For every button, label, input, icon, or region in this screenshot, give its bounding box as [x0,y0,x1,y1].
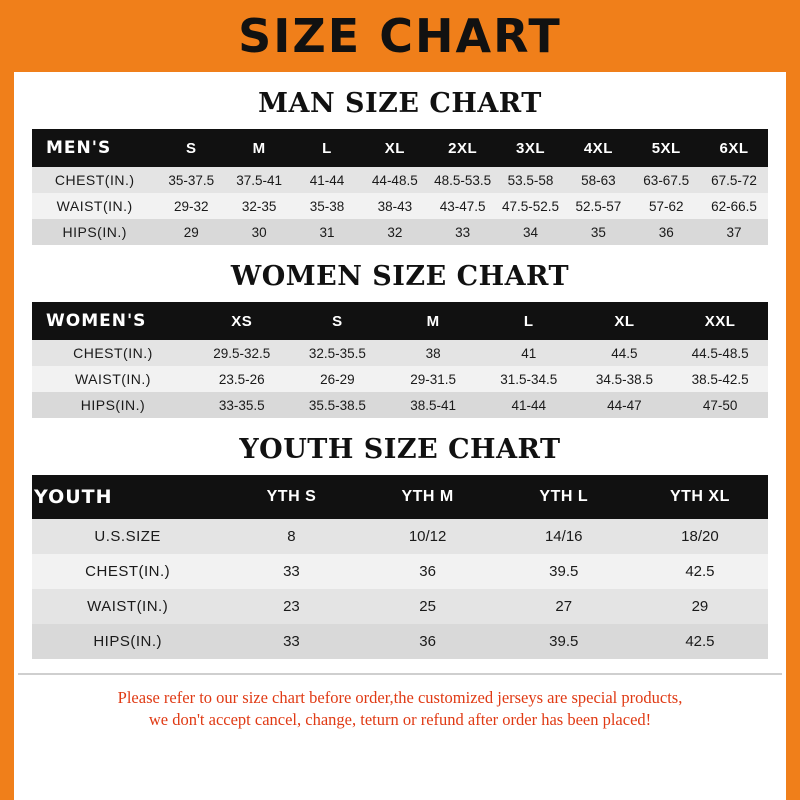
men-col-2xl: 2XL [429,129,497,167]
women-chest-label: CHEST(IN.) [32,340,194,366]
youth-waist-l: 27 [496,589,632,624]
youth-hips-label: HIPS(IN.) [32,624,223,659]
men-hips-2xl: 33 [429,219,497,245]
men-col-xl: XL [361,129,429,167]
youth-col-xl: YTH XL [632,475,768,519]
women-col-l: L [481,302,577,340]
page-banner [0,0,800,72]
men-table-header-row [32,129,768,167]
men-hips-xl: 32 [361,219,429,245]
table-row [32,167,768,193]
youth-col-l: YTH L [496,475,632,519]
women-waist-s: 26-29 [290,366,386,392]
youth-waist-label: WAIST(IN.) [32,589,223,624]
table-row [32,392,768,418]
youth-hips-s: 33 [223,624,359,659]
women-table-header-row [32,302,768,340]
youth-chest-label: CHEST(IN.) [32,554,223,589]
women-hips-l: 41-44 [481,392,577,418]
youth-chest-xl: 42.5 [632,554,768,589]
men-chest-s: 35-37.5 [157,167,225,193]
men-waist-2xl: 43-47.5 [429,193,497,219]
men-chest-3xl: 53.5-58 [497,167,565,193]
youth-chest-m: 36 [360,554,496,589]
table-row [32,519,768,554]
youth-col-s: YTH S [223,475,359,519]
men-hips-5xl: 36 [632,219,700,245]
men-waist-xl: 38-43 [361,193,429,219]
table-row [32,589,768,624]
youth-size-section [14,434,786,659]
youth-waist-m: 25 [360,589,496,624]
women-hips-xxl: 47-50 [672,392,768,418]
youth-chest-l: 39.5 [496,554,632,589]
youth-waist-s: 23 [223,589,359,624]
women-hips-xs: 33-35.5 [194,392,290,418]
men-col-3xl: 3XL [497,129,565,167]
youth-table-header-row [32,475,768,519]
youth-ussize-xl: 18/20 [632,519,768,554]
women-chest-s: 32.5-35.5 [290,340,386,366]
youth-chest-s: 33 [223,554,359,589]
women-hips-s: 35.5-38.5 [290,392,386,418]
men-col-4xl: 4XL [564,129,632,167]
men-col-s: S [157,129,225,167]
men-chest-2xl: 48.5-53.5 [429,167,497,193]
youth-ussize-l: 14/16 [496,519,632,554]
women-col-m: M [385,302,481,340]
men-chest-xl: 44-48.5 [361,167,429,193]
table-row [32,193,768,219]
order-notice-line-2: we don't accept cancel, change, teturn or refund after order has been placed! [148,710,652,730]
women-chest-xs: 29.5-32.5 [194,340,290,366]
men-chest-6xl: 67.5-72 [700,167,768,193]
women-waist-xs: 23.5-26 [194,366,290,392]
youth-hips-l: 39.5 [496,624,632,659]
men-chest-label: CHEST(IN.) [32,167,157,193]
youth-hips-m: 36 [360,624,496,659]
women-waist-m: 29-31.5 [385,366,481,392]
men-hips-6xl: 37 [700,219,768,245]
men-waist-3xl: 47.5-52.5 [497,193,565,219]
men-col-m: M [225,129,293,167]
men-waist-label: WAIST(IN.) [32,193,157,219]
men-chest-5xl: 63-67.5 [632,167,700,193]
table-row [32,340,768,366]
women-chest-xl: 44.5 [577,340,673,366]
youth-size-table [32,475,768,659]
men-chest-l: 41-44 [293,167,361,193]
footer-divider [18,673,782,675]
women-section-title: WOMEN SIZE CHART [230,261,570,292]
men-hips-3xl: 34 [497,219,565,245]
women-waist-l: 31.5-34.5 [481,366,577,392]
women-size-section [14,261,786,418]
youth-section-title: YOUTH SIZE CHART [239,434,561,465]
men-col-l: L [293,129,361,167]
youth-row-label-header: YOUTH [32,475,223,519]
men-col-6xl: 6XL [700,129,768,167]
men-waist-4xl: 52.5-57 [564,193,632,219]
youth-ussize-label: U.S.SIZE [32,519,223,554]
men-size-section [14,88,786,245]
women-col-xl: XL [577,302,673,340]
youth-col-m: YTH M [360,475,496,519]
women-row-label-header: WOMEN'S [32,302,194,340]
women-waist-xxl: 38.5-42.5 [672,366,768,392]
women-size-table [32,302,768,418]
women-hips-m: 38.5-41 [385,392,481,418]
men-hips-label: HIPS(IN.) [32,219,157,245]
men-waist-s: 29-32 [157,193,225,219]
women-chest-l: 41 [481,340,577,366]
women-chest-m: 38 [385,340,481,366]
table-row [32,366,768,392]
youth-ussize-m: 10/12 [360,519,496,554]
men-chest-m: 37.5-41 [225,167,293,193]
women-col-s: S [290,302,386,340]
page-title: SIZE CHART [238,9,562,63]
table-row [32,554,768,589]
men-hips-m: 30 [225,219,293,245]
table-row [32,219,768,245]
youth-hips-xl: 42.5 [632,624,768,659]
women-hips-label: HIPS(IN.) [32,392,194,418]
men-hips-s: 29 [157,219,225,245]
women-chest-xxl: 44.5-48.5 [672,340,768,366]
women-waist-xl: 34.5-38.5 [577,366,673,392]
men-waist-6xl: 62-66.5 [700,193,768,219]
men-hips-4xl: 35 [564,219,632,245]
table-row [32,624,768,659]
women-col-xxl: XXL [672,302,768,340]
women-hips-xl: 44-47 [577,392,673,418]
men-waist-5xl: 57-62 [632,193,700,219]
women-col-xs: XS [194,302,290,340]
men-hips-l: 31 [293,219,361,245]
youth-waist-xl: 29 [632,589,768,624]
men-waist-l: 35-38 [293,193,361,219]
men-chest-4xl: 58-63 [564,167,632,193]
men-row-label-header: MEN'S [32,129,157,167]
men-waist-m: 32-35 [225,193,293,219]
men-section-title: MAN SIZE CHART [258,88,542,119]
women-waist-label: WAIST(IN.) [32,366,194,392]
men-size-table [32,129,768,245]
youth-ussize-s: 8 [223,519,359,554]
order-notice-line-1: Please refer to our size chart before order,the customized jerseys are special products, [117,688,683,707]
order-notice [14,683,786,732]
men-col-5xl: 5XL [632,129,700,167]
